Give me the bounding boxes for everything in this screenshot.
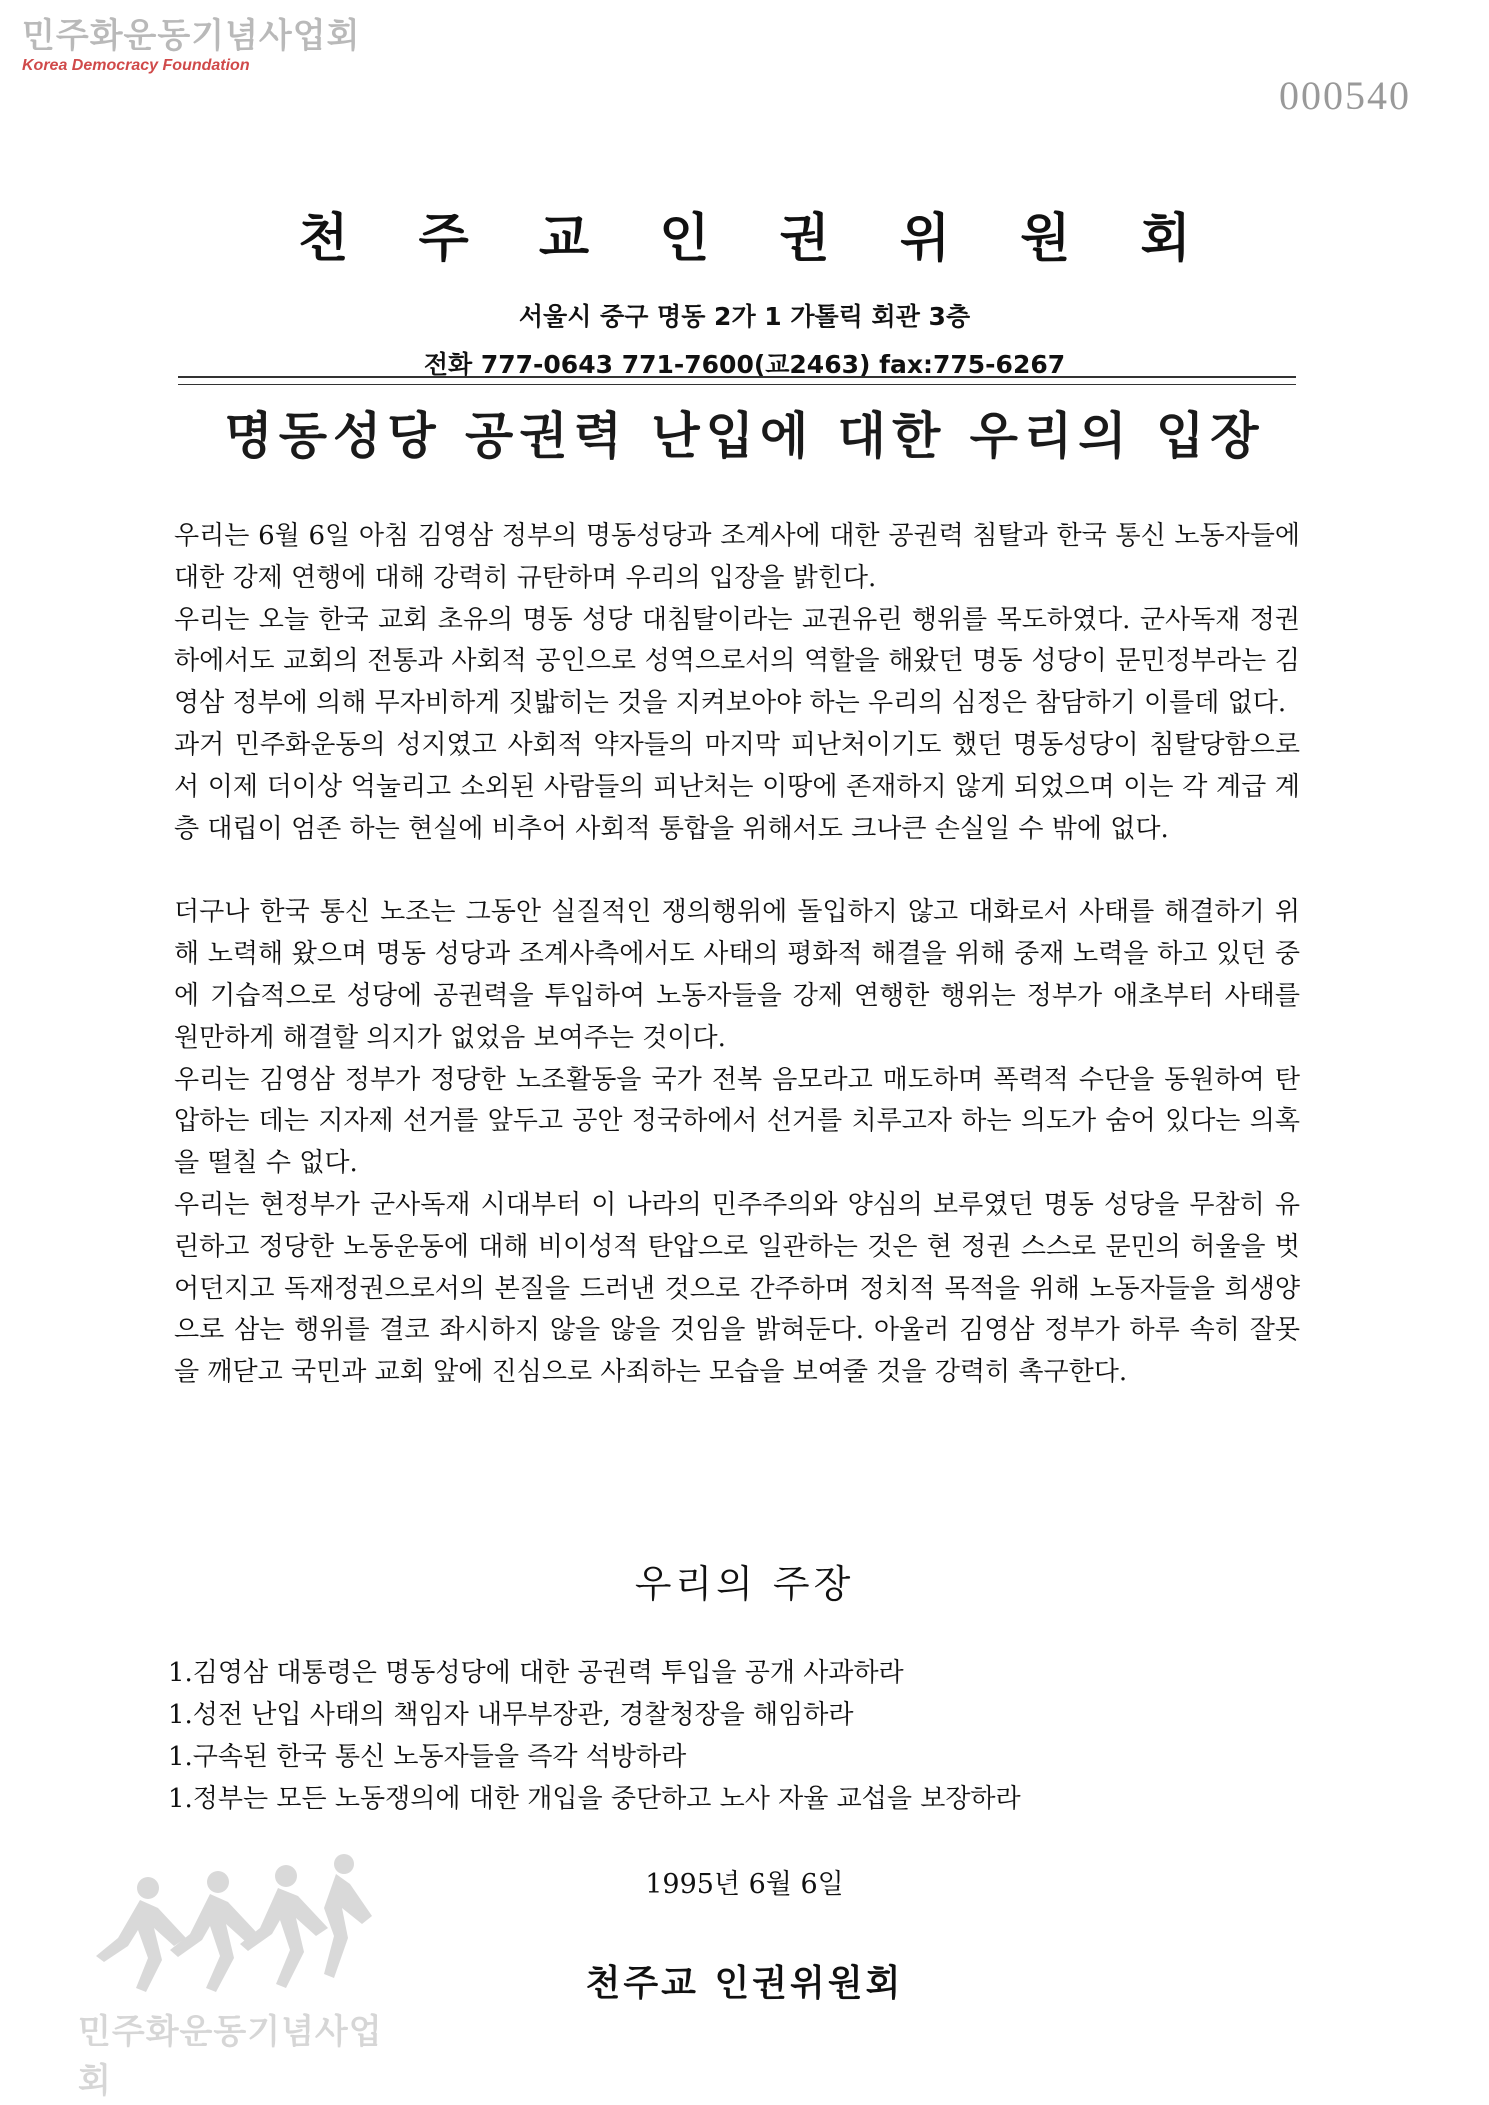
paragraph: 과거 민주화운동의 성지였고 사회적 약자들의 마지막 피난처이기도 했던 명동성당이 침탈당함으로서 이제 더이상 억눌리고 소외된 사람들의 피난처는 이땅에 존재하지 않게 되었으며 이는 각 계급 계층 대립이 엄존 하는 현실에 비추어 사회적 통합을 위해서도 크나큰 손실일 수 밖에 없다. xyxy=(174,729,1300,844)
signature-org: 천주교 인권위원회 xyxy=(585,1962,904,2004)
paragraph: 더구나 한국 통신 노조는 그동안 실질적인 쟁의행위에 돌입하지 않고 대화로서 사태를 해결하기 위해 노력해 왔으며 명동 성당과 조계사측에서도 사태의 평화적 해결을 위해 중재 노력을 하고 있던 중에 기습적으로 성당에 공권력을 투입하여 노동자들을 강제 연행한 행위는 정부가 애초부터 사태를 원만하게 해결할 의지가 없었음 보여주는 것이다. xyxy=(174,897,1300,1053)
document-title: 명동성당 공권력 난입에 대한 우리의 입장 xyxy=(224,406,1265,465)
org-name: 천 주 교 인 권 위 원 회 xyxy=(298,209,1217,269)
claim-item: 1.김영삼 대통령은 명동성당에 대한 공권력 투입을 공개 사과하라 xyxy=(168,1658,904,1688)
org-address: 서울시 중구 명동 2가 1 가톨릭 회관 3층 xyxy=(518,302,971,331)
watermark-bottom-korean-name: 민주화운동기념사업회 xyxy=(78,2012,383,2101)
runners-logo-icon xyxy=(78,1838,398,2008)
paragraph: 우리는 김영삼 정부가 정당한 노조활동을 국가 전복 음모라고 매도하며 폭력적 수단을 동원하여 탄압하는 데는 지자제 선거를 앞두고 공안 정국하에서 선거를 치루고자 하는 의도가 숨어 있다는 의혹을 떨칠 수 없다. xyxy=(174,1064,1300,1179)
paragraph: 우리는 오늘 한국 교회 초유의 명동 성당 대침탈이라는 교권유린 행위를 목도하였다. 군사독재 정권하에서도 교회의 전통과 사회적 공인으로 성역으로서의 역할을 해왔던 명동 성당이 문민정부라는 김영삼 정부에 의해 무자비하게 짓밟히는 것을 지켜보아야 하는 우리의 심정은 참담하기 이를데 없다. xyxy=(174,604,1300,719)
org-phone: 전화 777-0643 771-7600(교2463) fax:775-6267 xyxy=(423,350,1066,379)
watermark-korean-name: 민주화운동기념사업회 xyxy=(22,16,361,56)
paragraph: 우리는 현정부가 군사독재 시대부터 이 나라의 민주주의와 양심의 보루였던 명동 성당을 무참히 유린하고 정당한 노동운동에 대해 비이성적 탄압으로 일관하는 것은 현 정권 스스로 문민의 허울을 벗어던지고 독재정권으로서의 본질을 드러낸 것으로 간주하며 정치적 목적을 위해 노동자들을 희생양으로 삼는 행위를 결코 좌시하지 않을 않을 것임을 밝혀둔다. 아울러 김영삼 정부가 하루 속히 잘못을 깨닫고 국민과 교회 앞에 진심으로 사죄하는 모습을 보여줄 것을 강력히 촉구한다. xyxy=(174,1189,1300,1388)
statement-body xyxy=(174,516,1300,1394)
letterhead xyxy=(0,196,1489,381)
claim-item: 1.구속된 한국 통신 노동자들을 즉각 석방하라 xyxy=(168,1742,687,1772)
paragraph: 우리는 6월 6일 아침 김영삼 정부의 명동성당과 조계사에 대한 공권력 침탈과 한국 통신 노동자들에 대한 강제 연행에 대해 강력히 규탄하며 우리의 입장을 밝힌다. xyxy=(174,521,1300,593)
claims-list xyxy=(168,1652,1298,1820)
watermark-bottom xyxy=(78,1838,398,2101)
claim-item: 1.성전 난입 사태의 책임자 내무부장관, 경찰청장을 해임하라 xyxy=(168,1700,854,1730)
claim-item: 1.정부는 모든 노동쟁의에 대한 개입을 중단하고 노사 자율 교섭을 보장하라 xyxy=(168,1784,1021,1814)
watermark-top xyxy=(22,18,360,75)
watermark-english-name: Korea Democracy Foundation xyxy=(22,57,250,75)
header-divider xyxy=(178,376,1296,385)
claims-heading: 우리의 주장 xyxy=(634,1562,855,1606)
document-date: 1995년 6월 6일 xyxy=(645,1869,844,1900)
document-number: 000540 xyxy=(1279,73,1411,118)
